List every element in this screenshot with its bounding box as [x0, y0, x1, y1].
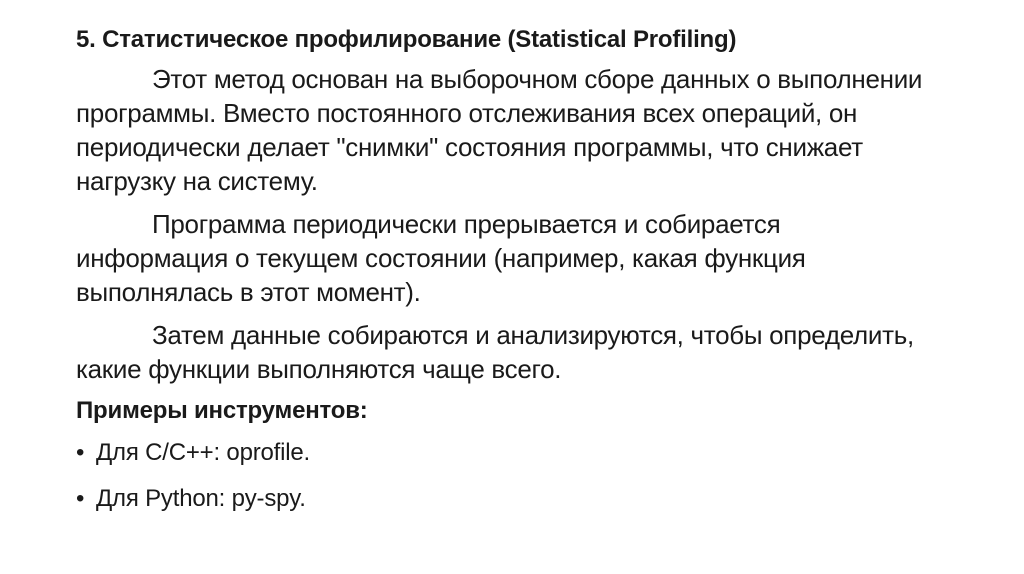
bullet-icon: •: [76, 485, 85, 512]
list-item: [76, 437, 976, 469]
slide-content: [76, 24, 976, 529]
section-heading: 5. Статистическое профилирование (Statistical Profiling): [76, 26, 737, 53]
list-item: [76, 483, 976, 515]
example-cpp: Для C/C++: oprofile.: [96, 439, 311, 466]
examples-heading: Примеры инструментов:: [76, 397, 368, 424]
paragraph-interrupt-description: Программа периодически прерывается и собирается информация о текущем состоянии (например, какая функция выполнялась в этот момент).: [76, 209, 806, 307]
examples-list: [76, 437, 976, 515]
bullet-icon: •: [76, 439, 85, 466]
paragraph-analysis-description: Затем данные собираются и анализируются, чтобы определить, какие функции выполняются чаще всего.: [76, 320, 914, 384]
paragraph-method-description: Этот метод основан на выборочном сборе данных о выполнении программы. Вместо постоянного отслеживания всех операций, он периодически делает "снимки" состояния программы, что снижает нагрузку на систему.: [76, 64, 923, 196]
example-python: Для Python: py-spy.: [96, 485, 306, 512]
